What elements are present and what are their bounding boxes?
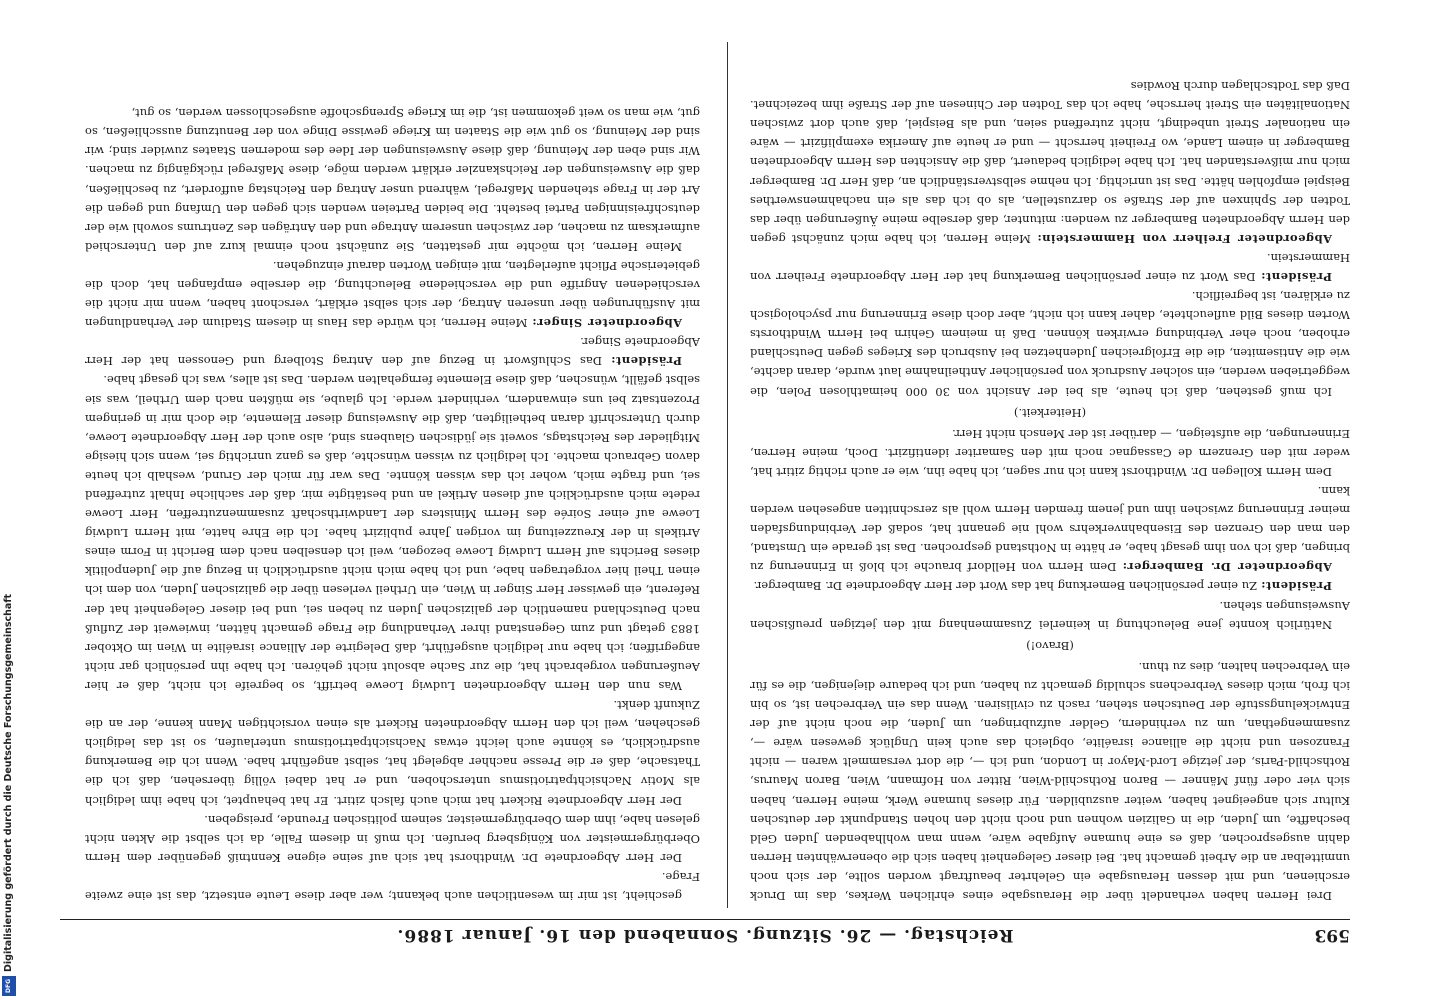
paragraph: Ich muß gestehen, daß ich heute, als bei der Ansicht von 30 000 heimathlosen Polen, die weggetrieben werden, ein solcher Ausdruck von persönlicher Antheilnahme laut wurde, daran dachte, wie die Antisemiten, die die Erfolgreichen Judenhetzen bei Ausbruch des Krieges gegen Deutschland erhoben, noch eher Verbindung erwirken können. Daß in meinem Gehirn bei Herrn Windthorsts Worten dieses Bild aufleuchtete, daher kann ich nicht, aber doch diese Erinnerung nur psychologisch zu erklären, ist begreiflich. [750,289,1350,399]
paragraph: Natürlich konnte jene Beleuchtung in keinerlei Zusammenhang mit den jetzigen preußischen Ausweisungen stehen. [750,598,1350,632]
paragraph: Was nun den Herrn Abgeordneten Ludwig Loewe betrifft, so begreife ich nicht, daß er hier Aeußerungen vorgebracht hat, die zur Sache absolut nicht gehören. Ich habe ihn persönlich gar nicht angegriffen; ich habe nur lediglich ausgeführt, daß Delegirte der Alliance israélite in Wien im Oktober 1883 getagt und zum Gegenstand ihrer Verhandlung die Frage gemacht hätten, inwieweit der Zufluß nach Deutschland namentlich der galizischen Juden zu heben sei, und bei dieser Gelegenheit hat der Referent, ein gewisser Herr Singer in Wien, ein Urtheil verlesen über die galizischen Juden, von dem ich einen Theil hier vorgetragen habe, und ich habe mich nicht ausdrücklich in Bezug auf die Judenpolitik dieses Berichts auf Herrn Ludwig Loewe bezogen, weil ich denselben nach dem Bericht in Form eines Artikels in der Kreuzzeitung im vorigen Jahre publizirt habe. Ich die Ehre hatte, mit Herrn Ludwig Loewe auf einer Soirée des Herrn Ministers der Landwirthschaft zusammenzutreffen, Herr Loewe redete mich ausdrücklich auf diesen Artikel an und bestätigte mir, daß der sachliche Inhalt zutreffend sei, und fragte mich, woher ich das wissen könnte. Das war für mich der Grund, weshalb ich heute davon Gebrauch machte. Ich lediglich zu wissen wünschte, daß es ganz unrichtig sei, wenn sich hiesige Mitglieder des Reichstags, soweit sie jüdischen Glaubens sind, also auch der Herr Abgeordnete Loewe, durch Unterschrift daran betheiligten, daß die Ausweisung dieser Elemente, die doch mir in geringem Prozentsatz bei uns einwandern, verhindert werde. Ich glaube, sie müßten nach dem Urtheil, was sie selbst gefällt, wünschen, daß diese Elemente ferngehalten werden. Das ist alles, was ich gesagt habe. [85,373,700,693]
paragraph: geschieht, ist mir im wesentlichen auch bekannt; wer aber diese Leute entsetzt, das ist eine zweite Frage. [85,869,700,903]
speaker-label: Abgeordneter Dr. Bamberger: [1122,560,1332,575]
speech-text: Meine Herren, ich würde das Haus in diesem Stadium der Verhandlungen mit Ausführungen über unseren Antrag, der sich selbst erklärt, verschont haben, wenn mir nicht die verschiedenen Angriffe und die verschiedene Beleuchtung, die derselbe empfangen hat, doch die gebieterische Pflicht auferlegten, mit einigen Worten darauf einzugehen. [85,258,700,331]
speech-text: Meine Herren, ich habe mich zunächst gegen den Herrn Abgeordneten Bamberger zu wenden: mitunter, daß derselbe meine Äußerungen über das Todten der Sphinxen auf der Straße so darzustellen, als ob ich das als ein nachahmenswerthes Beispiel empfohlen hätte. Das ist unrichtig. Ich nehme selbstverständlich an, daß Herr Dr. Bamberger mich nur mißverstanden hat. Ich habe lediglich bedauert, daß die Ansichten des Herrn Abgeordneten Bamberger in einem Lande, wo Freiheit herrscht — und er heute auf Amerika exemplifizirt — wäre ein nationaler Streit unbedingt, nicht zutreffend seien, und als Beispiel, daß auch dort zwischen Nationalitäten ein Streit herrsche, habe ich das Todten der Chinesen auf der Straße ihm bezeichnet. Daß das Todtschlagen durch Rowdies [750,79,1350,246]
speech [85,256,700,332]
interjection: (Bravo!) [1026,638,1074,653]
column-divider [727,42,728,908]
speech-text: Zu einer persönlichen Bemerkung hat das Wort der Herr Abgeordnete Dr. Bamberger. [753,579,1258,594]
attribution-text: Digitalisierung gefördert durch die Deutsche Forschungsgemeinschaft [3,594,14,972]
speaker-label: Präsident: [610,354,682,369]
speaker-label: Abgeordneter Singer: [531,316,682,331]
text-column-right [750,45,1350,905]
interjection: (Heiterkeit.) [1013,405,1087,420]
speaker-label: Präsident: [1260,579,1332,594]
page-title: Reichstag. — 26. Sitzung. Sonnabend den 16. Januar 1886. [396,925,1014,945]
speech-text: Das Wort zu einer persönlichen Bemerkung hat der Herr Abgeordnete Freiherr von Hammerstein. [750,250,1350,284]
speech [750,481,1350,576]
speech-text: Dem Herrn von Helldorf brauche ich bloß in Erinnerung zu bringen, daß ich von ihm gesagt habe, er hätte in Nothstand gesprochen. Das ist gerade ein Umstand, den man den Grenzen des Eisenbahnverkehrs wohl nie genannt hat, sodaß der Verbindungsfaden meiner Erinnerung zwischen ihm und jenem fremden Herrn wohl als zerschnitten angesehen werden kann. [750,484,1350,575]
speech [85,332,700,370]
speaker-label: Abgeordneter Freiherr von Hammerstein: [1036,231,1332,246]
page-number: 593 [1314,925,1350,945]
page-area [50,35,1370,960]
paragraph: Drei Herren haben verhandelt über die Herausgabe eines ehrlichen Werkes, das im Druck erschienen, und mit dessen Herausgabe ein Gelehrter beauftragt worden sollte, der sich noch unmittelbar an die Arbeit gemacht hat. Bei dieser Gelegenheit haben sich die obenerwähnten Herren dahin ausgesprochen, daß es eine humane Aufgabe wäre, wenn man wohlhabenden Juden Geld beschaffte, um Juden, die in Galizien wohnen und noch nicht den hohen Standpunkt der deutschen Kultur sich angeeignet haben, weiter auszubilden. Für dieses humane Werk, meine Herren, haben sich vier oder fünf Männer — Baron Rothschild-Wien, Ritter von Hofmann, Wien, Baron Maurus, Rothschild-Paris, der jetzige Lord-Mayor in London, und ich —, die dort versammelt waren — nicht Franzosen und nicht die alliance israélite, obgleich das auch kein Unglück gewesen wäre —, zusammengethan, um zu verhindern, Gelder aufzubringen, um Juden, die noch nicht auf der Entwickelungsstufe der Deutschen stehen, rasch zu civilisiren. Wenn das ein Verbrechen ist, so bin ich froh, mich dieses Verbrechens schuldig gemacht zu haben, und ich bedaure diejenigen, die es für ein Verbrechen halten, dies zu thun. [750,659,1350,903]
speech [750,248,1350,286]
paragraph: Dem Herrn Kollegen Dr. Windthorst kann ich nur sagen, ich habe ihn, wie er auch richtig zitirt hat, weder mit den Grenzern de Cassagnac noch mit den Samariter identifizirt. Doch, meine Herren, Erinnerungen, die aufsteigen, — darüber ist der Mensch nicht Herr. [750,426,1350,479]
paragraph: Der Herr Abgeordnete Rickert hat mich auch falsch zitirt. Er hat behauptet, ich habe ihm lediglich als Motiv Nachsichtpatriotismus unterschoben, und er hat dabei völlig übersehen, daß ich die Thatsache, daß er die Presse nachher abgelegt hat, selbst angeführt habe. Wenn ich die Bemerkung ausdrücklich, es könnte auch leicht etwas Nachsichtpatriotismus unterlaufen, so ist das lediglich geschehen, weil ich den Herrn Abgeordneten Rickert als einen vorsichtigen Mann kenne, der an die Zukunft denkt. [85,698,700,808]
text-column-left [85,45,700,905]
dfg-logo: DFG [2,976,16,996]
speech-text: Das Schlußwort in Bezug auf den Antrag Stolberg und Genossen hat der Herr Abgeordnete Singer. [85,335,700,369]
running-head [60,919,1350,950]
paragraph: Der Herr Abgeordnete Dr. Windthorst hat sich auf seine eigene Kenntniß gegenüber dem Herrn Oberbürgermeister von Königsberg berufen. Ich muß in diesem Falle, da ich selbst die Akten nicht gelesen habe, ihm dem Oberbürgermeister, seinem politischen Freunde, preisgeben. [85,812,700,865]
margin-strip [0,0,18,1000]
speech [750,76,1350,248]
speaker-label: Präsident: [1260,270,1332,284]
speech [750,576,1350,595]
paragraph: Meine Herren, ich möchte mir gestatten, Sie zunächst noch einmal kurz auf den Unterschied aufmerksam zu machen, der zwischen unserem Antrage und den Anträgen des Zentrums sowohl wie der deutschfreisinnigen Partei besteht. Die beiden Parteien wenden sich gegen den Umfang und gegen die Art der in Frage stehenden Maßregel, während unser Antrag den Reichstag auffordert, zu beschließen, daß die Ausweisungen der Reichskanzler erklärt werden möge, diese Maßregel rückgängig zu machen. Wir sind eben der Meinung, daß diese Ausweisungen der Idee des modernen Staates zuwider sind; wir sind der Meinung, so gut wie die Staaten im Kriege gewisse Dinge von der Benutzung ausschließen, so gut, wie man so weit gekommen ist, die im Kriege Sprengschoffe ausgeschlossen werden, so gut, [85,106,700,254]
